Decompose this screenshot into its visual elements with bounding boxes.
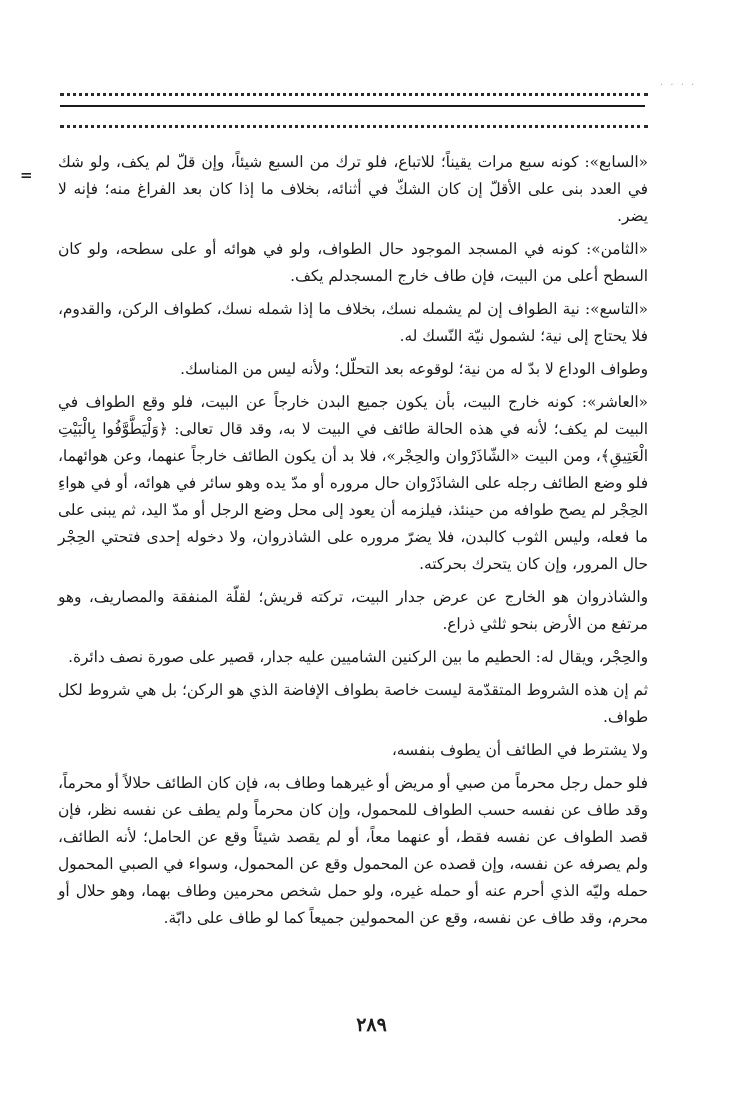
margin-mark: = <box>20 166 33 184</box>
header-solid-rule <box>60 105 645 107</box>
paragraph-conditions-general: ثم إن هذه الشروط المتقدّمة ليست خاصة بطواف الإفاضة الذي هو الركن؛ بل هي شروط لكل طواف. <box>58 681 648 726</box>
paragraph-eighth-condition: «الثامن»: كونه في المسجد الموجود حال الطواف، ولو في هوائه أو على سطحه، ولو كان السطح أعلى من البيت، فإن طاف خارج المسجدلم يكف. <box>58 240 648 285</box>
page-number: ٢٨٩ <box>356 1014 387 1036</box>
paragraph-seventh-condition: «السابع»: كونه سبع مرات يقيناً؛ للاتباع، فلو ترك من السبع شيئاً، وإن قلّ لم يكف، ولو شك في العدد بنى على الأقلّ إن كان الشكّ في أثنائه، بخلاف ما إذا كان بعد الفراغ منه؛ فإنه لا يضر. <box>58 153 648 225</box>
paragraph-farewell-tawaf: وطواف الوداع لا بدّ له من نية؛ لوقوعه بعد التحلّل؛ ولأنه ليس من المناسك. <box>180 360 648 378</box>
page-body <box>58 149 648 938</box>
top-dotted-rule <box>60 93 648 96</box>
paragraph-carried-person: فلو حمل رجل محرماً من صبي أو مريض أو غيرهما وطاف به، فإن كان الطائف حلالاً أو محرماً، وقد طاف عن نفسه حسب الطواف للمحمول، وإن كان محرماً ولم يطف عن نفسه نظر، فإن قصد الطواف عن نفسه فقط، أو عنهما معاً، أو لم يقصد شيئاً وقع عن الحامل؛ لأنه الطائف، ولم يصرفه عن نفسه، وإن قصده عن المحمول وقع عن المحمول، وسواء في الصبي المحمول حمله وليّه الذي أحرم عنه أو حمله غيره، ولو حمل شخص محرمين وطاف بهما، وهو حلال أو محرم، وقد طاف عن نفسه، وقع عن المحمولين جميعاً كما لو طاف على دابّة. <box>58 774 648 927</box>
corner-mark: · · · · <box>660 80 697 91</box>
paragraph-hijr: والحِجْر، ويقال له: الحطيم ما بين الركنين الشاميين عليه جدار، قصير على صورة نصف دائرة. <box>68 648 648 666</box>
second-dotted-rule <box>60 125 648 128</box>
paragraph-shadharwan: والشاذروان هو الخارج عن عرض جدار البيت، تركته قريش؛ لقلّة المنفقة والمصاريف، وهو مرتفع من الأرض بنحو ثلثي ذراع. <box>58 588 648 633</box>
paragraph-not-required: ولا يشترط في الطائف أن يطوف بنفسه، <box>391 741 648 759</box>
paragraph-ninth-condition: «التاسع»: نية الطواف إن لم يشمله نسك، بخلاف ما إذا شمله نسك، كطواف الركن، والقدوم، فلا يحتاج إلى نية؛ لشمول نيّة النّسك له. <box>58 300 648 345</box>
paragraph-tenth-condition: «العاشر»: كونه خارج البيت، بأن يكون جميع البدن خارجاً عن البيت، فلو وقع الطواف في البيت لم يكف؛ لأنه في هذه الحالة طائف في البيت لا به، وقد قال تعالى: ﴿وَلْيَطَّوَّفُوا بِالْبَيْتِ الْعَتِيقِ﴾، ومن البيت «الشّاذَرْوان والحِجْر»، فلا بد أن يكون الطائف خارجاً عنهما، وعن هوائهما، فلو وضع الطائف رجله على الشاذَرْوان حال مروره أو مدّ يده وهو سائر في هوائه، أو في هواءِ الحِجْر لم يصح طوافه من حينئذ، فيلزمه أن يعود إلى محل وضع الرجل أو مدّ اليد، ثم يبنى على ما فعله، وليس الثوب كالبدن، فلا يضرّ مروره على الشاذروان، ولا دخوله إحدى فتحتي الحِجْر حال المرور، وإن كان يتحرك بحركته. <box>58 393 649 573</box>
